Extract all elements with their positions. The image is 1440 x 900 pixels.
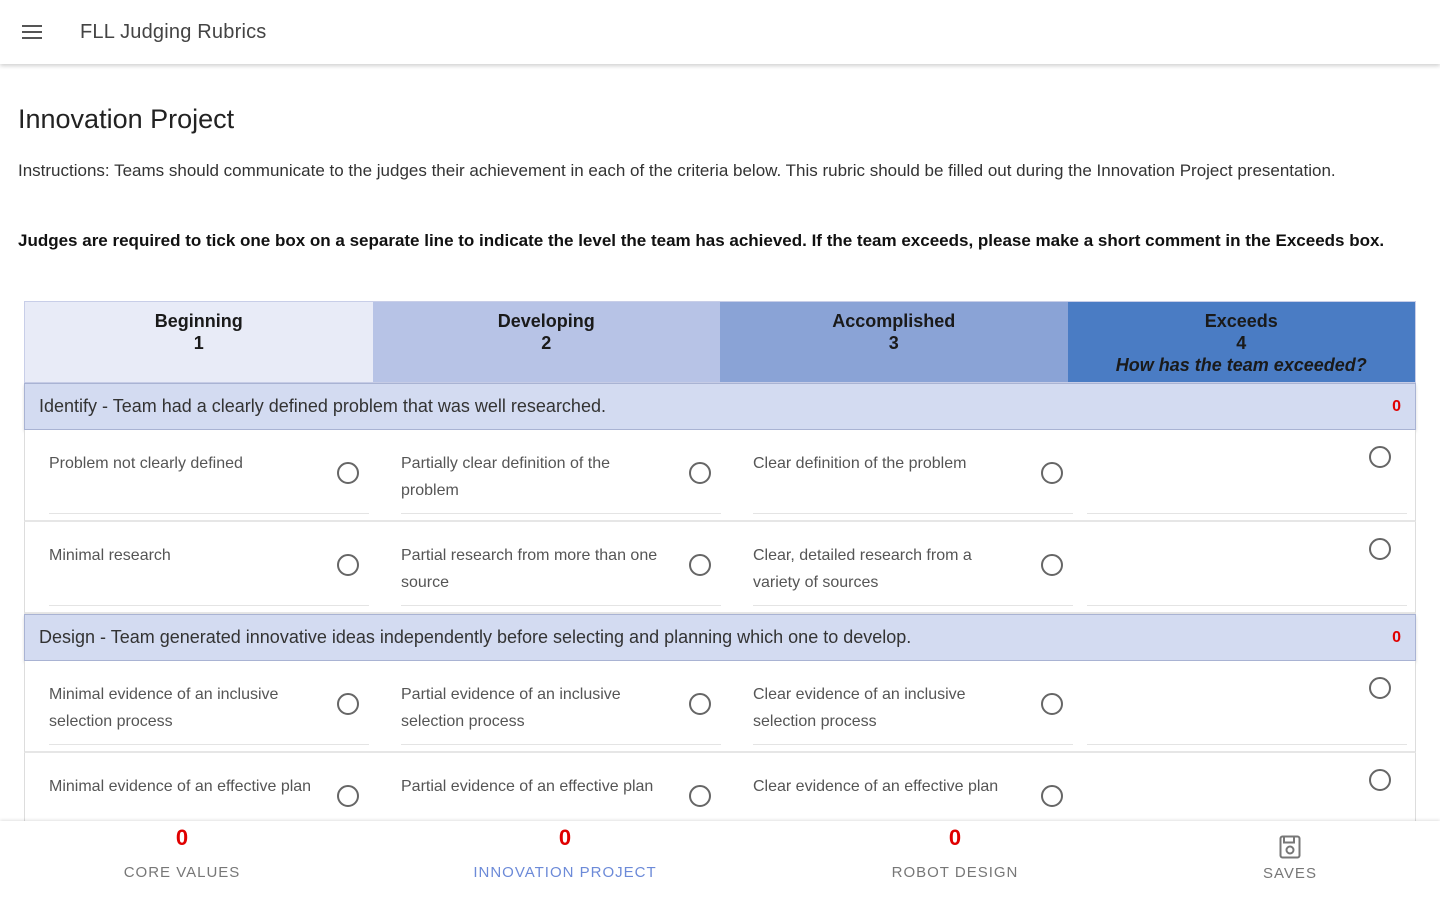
save-icon: [1279, 835, 1301, 859]
criteria-text: Minimal evidence of an inclusive selection process: [49, 686, 279, 730]
divider: [49, 605, 369, 606]
criteria-cell-accomplished: [729, 430, 1081, 520]
page-title: Innovation Project: [18, 104, 235, 134]
nav-label: ROBOT DESIGN: [891, 864, 1019, 881]
criteria-cell-developing: [377, 430, 729, 520]
criteria-cell-developing: [377, 661, 729, 751]
nav-label: INNOVATION PROJECT: [473, 864, 657, 881]
radio-button[interactable]: [1041, 693, 1063, 715]
level-name: Beginning: [154, 311, 243, 331]
criteria-cell-developing: [377, 522, 729, 612]
rubric-header: [24, 301, 1416, 383]
instructions-text: Instructions: Teams should communicate to the judges their achievement in each of the criteria below. This rubric should be filled out during the Innovation Project presentation.: [18, 161, 1336, 180]
radio-button[interactable]: [1369, 446, 1391, 468]
divider: [401, 513, 721, 514]
app-bar: [0, 0, 1440, 64]
radio-button[interactable]: [1369, 538, 1391, 560]
radio-button[interactable]: [337, 462, 359, 484]
level-name: Exceeds: [1204, 311, 1278, 331]
criteria-cell-developing: [377, 753, 729, 821]
criteria-text: Partially clear definition of the problem: [401, 455, 610, 499]
criteria-cell-exceeds[interactable]: [1081, 430, 1415, 520]
criteria-cell-beginning: [25, 661, 377, 751]
exceeds-comment-field[interactable]: [1087, 744, 1407, 745]
divider: [49, 744, 369, 745]
criteria-text: Partial research from more than one source: [401, 547, 658, 591]
level-name: Developing: [497, 311, 595, 331]
criteria-row: [24, 430, 1416, 522]
criteria-text: Clear definition of the problem: [753, 455, 967, 472]
radio-button[interactable]: [337, 785, 359, 807]
app-title: FLL Judging Rubrics: [80, 20, 267, 43]
section-score: 0: [1392, 397, 1401, 415]
bottom-navigation: [0, 821, 1440, 900]
section-title: Design - Team generated innovative ideas independently before selecting and planning which one to develop.: [39, 627, 912, 647]
divider: [49, 513, 369, 514]
radio-button[interactable]: [1041, 462, 1063, 484]
criteria-cell-beginning: [25, 430, 377, 520]
criteria-row: [24, 661, 1416, 753]
rubric-table: [24, 301, 1416, 821]
criteria-cell-beginning: [25, 753, 377, 821]
level-header-beginning: [25, 302, 373, 382]
criteria-text: Clear evidence of an inclusive selection process: [753, 686, 966, 730]
criteria-row: [24, 753, 1416, 821]
judges-note: Judges are required to tick one box on a separate line to indicate the level the team has achieved. If the team exceeds, please make a short comment in the Exceeds box.: [18, 231, 1385, 250]
divider: [753, 513, 1073, 514]
level-header-accomplished: [720, 302, 1068, 382]
nav-score: 0: [948, 825, 962, 850]
nav-label: CORE VALUES: [123, 864, 241, 881]
criteria-cell-accomplished: [729, 522, 1081, 612]
level-number: 3: [888, 333, 899, 353]
level-number: 2: [541, 333, 552, 353]
nav-score: 0: [558, 825, 572, 850]
criteria-text: Clear evidence of an effective plan: [753, 778, 999, 795]
nav-core-values[interactable]: [62, 821, 302, 900]
criteria-cell-exceeds[interactable]: [1081, 661, 1415, 751]
menu-icon[interactable]: [0, 0, 64, 64]
level-subtitle: How has the team exceeded?: [1115, 355, 1367, 375]
radio-button[interactable]: [1041, 785, 1063, 807]
radio-button[interactable]: [337, 554, 359, 576]
radio-button[interactable]: [1369, 677, 1391, 699]
criteria-row: [24, 522, 1416, 614]
radio-button[interactable]: [1369, 769, 1391, 791]
radio-button[interactable]: [1041, 554, 1063, 576]
divider: [753, 605, 1073, 606]
criteria-cell-beginning: [25, 522, 377, 612]
level-header-exceeds: [1068, 302, 1416, 382]
nav-saves[interactable]: [1230, 821, 1350, 900]
level-number: 1: [193, 333, 204, 353]
nav-innovation-project[interactable]: [430, 821, 700, 900]
divider: [401, 744, 721, 745]
criteria-text: Clear, detailed research from a variety of sources: [753, 547, 972, 591]
radio-button[interactable]: [689, 693, 711, 715]
radio-button[interactable]: [689, 785, 711, 807]
radio-button[interactable]: [689, 554, 711, 576]
criteria-cell-exceeds[interactable]: [1081, 753, 1415, 821]
divider: [401, 605, 721, 606]
nav-label: SAVES: [1263, 865, 1317, 882]
criteria-cell-exceeds[interactable]: [1081, 522, 1415, 612]
exceeds-comment-field[interactable]: [1087, 605, 1407, 606]
nav-robot-design[interactable]: [835, 821, 1075, 900]
section-header-design: [24, 614, 1416, 661]
criteria-text: Partial evidence of an inclusive selection process: [401, 686, 621, 730]
divider: [753, 744, 1073, 745]
criteria-cell-accomplished: [729, 753, 1081, 821]
criteria-cell-accomplished: [729, 661, 1081, 751]
level-number: 4: [1236, 333, 1247, 353]
section-header-identify: [24, 383, 1416, 430]
exceeds-comment-field[interactable]: [1087, 513, 1407, 514]
criteria-text: Problem not clearly defined: [49, 455, 243, 472]
criteria-text: Partial evidence of an effective plan: [401, 778, 654, 795]
criteria-text: Minimal research: [49, 547, 171, 564]
radio-button[interactable]: [689, 462, 711, 484]
criteria-text: Minimal evidence of an effective plan: [49, 778, 312, 795]
section-title: Identify - Team had a clearly defined problem that was well researched.: [39, 396, 606, 416]
level-name: Accomplished: [832, 311, 956, 331]
nav-score: 0: [175, 825, 189, 850]
radio-button[interactable]: [337, 693, 359, 715]
main-content: [0, 64, 1440, 821]
level-header-developing: [373, 302, 721, 382]
section-score: 0: [1392, 628, 1401, 646]
